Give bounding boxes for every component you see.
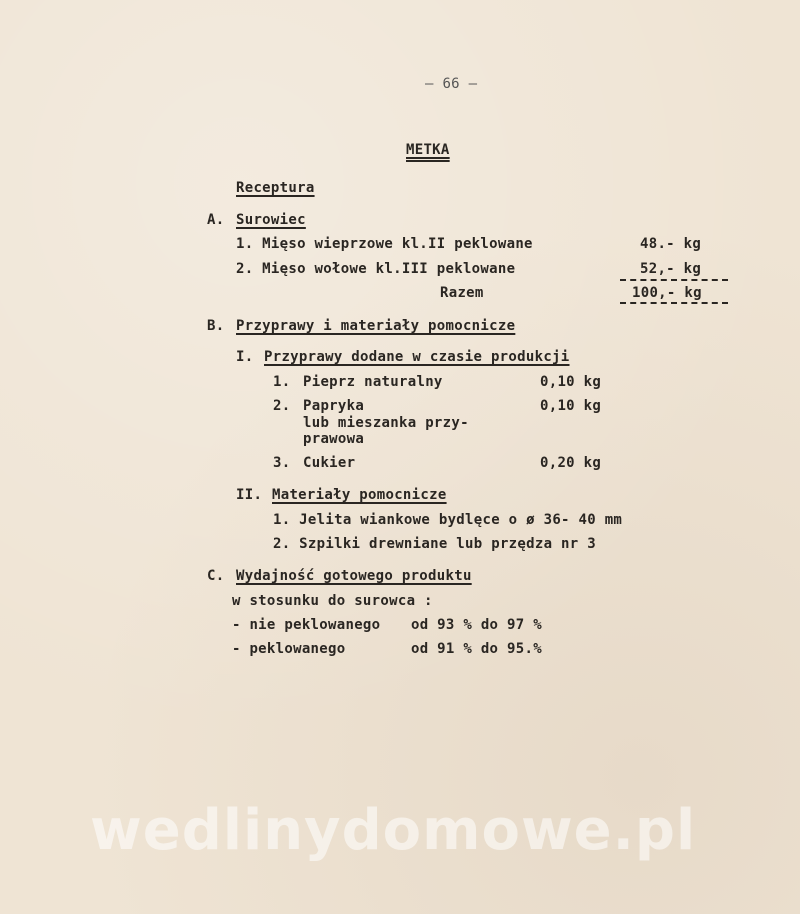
sub1-item-2-amount: 0,10 kg [540, 398, 602, 414]
yield-row-2-value: od 91 % do 95.% [411, 641, 542, 657]
sub1-number: I. [236, 349, 254, 365]
subtotal-rule [620, 279, 728, 281]
yield-row-1-value: od 93 % do 97 % [411, 617, 542, 633]
receptura-heading: Receptura [236, 180, 315, 196]
section-a-item-2-amount: 52,- kg [640, 261, 702, 277]
section-a-item-1-amount: 48.- kg [640, 236, 702, 252]
section-c-line1: w stosunku do surowca : [232, 593, 433, 609]
yield-row-2-label: - peklowanego [232, 641, 346, 657]
sub1-item-3-num: 3. [273, 455, 291, 471]
sub1-item-3-amount: 0,20 kg [540, 455, 602, 471]
sub2-number: II. [236, 487, 263, 503]
sub1-item-2-num: 2. [273, 398, 291, 414]
page-number: – 66 – [425, 76, 478, 92]
sub1-item-1-text: Pieprz naturalny [303, 374, 443, 390]
section-c-title: Wydajność gotowego produktu [236, 568, 472, 584]
sub2-item-1: 1. Jelita wiankowe bydlęce o ø 36- 40 mm [273, 512, 623, 528]
section-a-letter: A. [207, 212, 225, 228]
sub1-item-2-text-line2: lub mieszanka przy- [303, 415, 469, 431]
document-title: METKA [406, 142, 450, 158]
sub1-title: Przyprawy dodane w czasie produkcji [264, 349, 570, 365]
sub1-item-2-text: Papryka [303, 398, 365, 414]
total-label: Razem [440, 285, 484, 301]
section-a-item-2: 2. Mięso wołowe kl.III peklowane [236, 261, 516, 277]
section-a-item-1: 1. Mięso wieprzowe kl.II peklowane [236, 236, 533, 252]
sub2-title: Materiały pomocnicze [272, 487, 447, 503]
section-b-letter: B. [207, 318, 225, 334]
watermark: wedlinydomowe.pl [90, 798, 697, 863]
sub1-item-3-text: Cukier [303, 455, 356, 471]
section-a-title: Surowiec [236, 212, 306, 228]
sub1-item-2-text-line3: prawowa [303, 431, 365, 447]
sub2-item-2: 2. Szpilki drewniane lub przędza nr 3 [273, 536, 596, 552]
total-rule [620, 302, 728, 304]
yield-row-1-label: - nie peklowanego [232, 617, 381, 633]
total-amount: 100,- kg [632, 285, 702, 301]
sub1-item-1-amount: 0,10 kg [540, 374, 602, 390]
section-b-title: Przyprawy i materiały pomocnicze [236, 318, 516, 334]
section-c-letter: C. [207, 568, 225, 584]
sub1-item-1-num: 1. [273, 374, 291, 390]
